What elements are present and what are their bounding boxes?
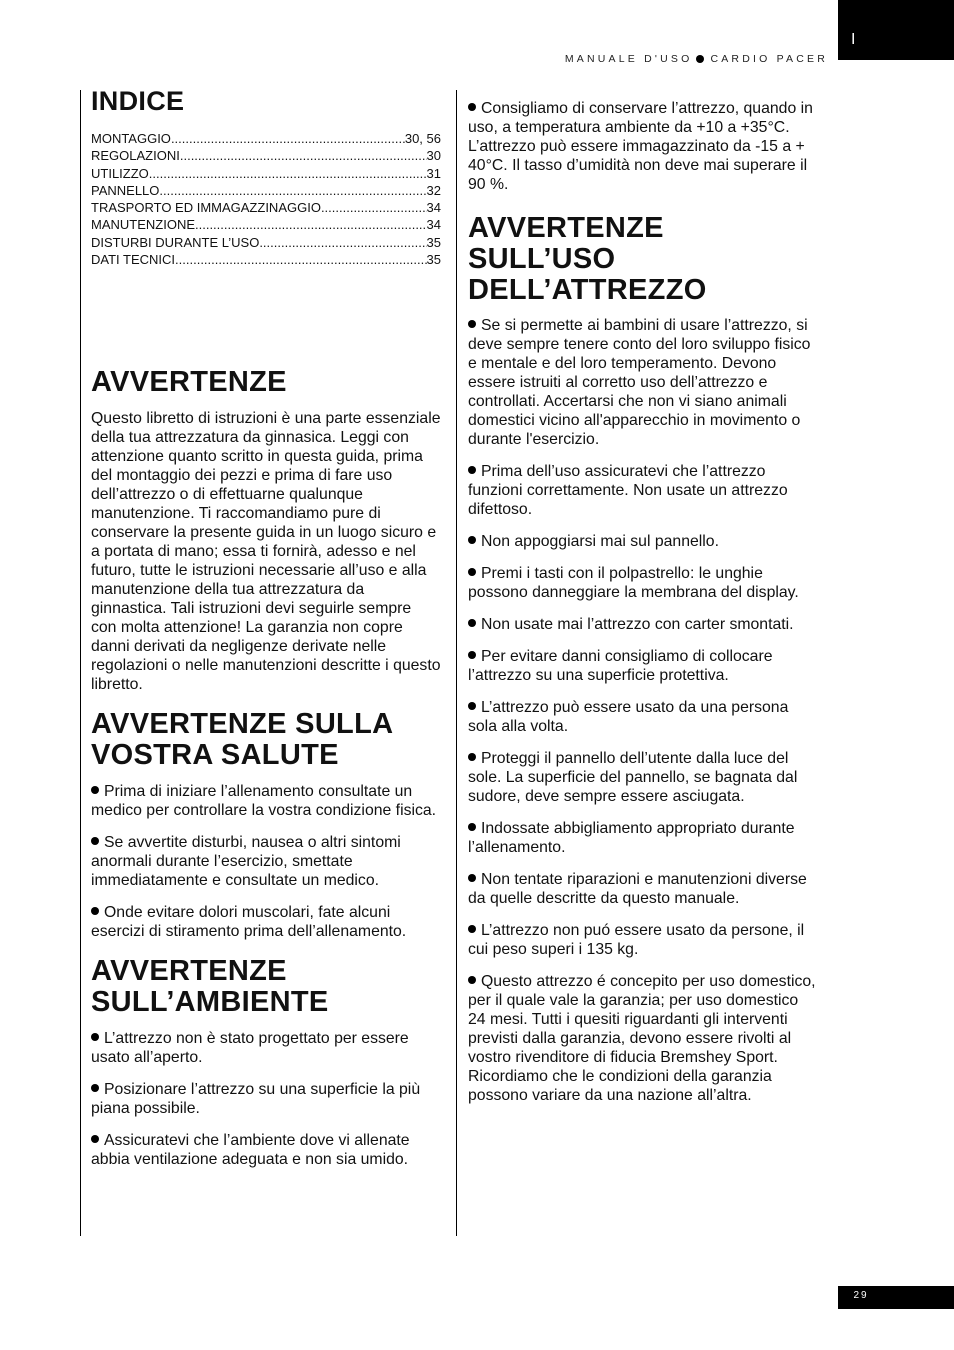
bullet-icon: [91, 786, 99, 794]
right-column-rule: [456, 90, 457, 1236]
bullet-icon: [468, 702, 476, 710]
manual-label: MANUALE D'USO: [564, 53, 693, 65]
bullet-icon: [468, 320, 476, 328]
ambiente-bullet: Posizionare l’attrezzo su una superficie la più piana possibile.: [91, 1081, 421, 1118]
avvertenze-text: Questo libretto di istruzioni è una parte essenziale della tua attrezzatura da ginnasica. Leggi con attenzione quanto scritto in questa guida, prima del montaggio dei pezzi e prima di fare uso dell’attrezzo o di effettuarne qualunque manutenzione. Ti raccomandiamo pure di conservare la presente guida in un luogo sicuro e a portata di mano; essa ti fornirà, adesso e nel futuro, tutte le istruzioni necessarie all’uso e alla manutenzione della tua attrezzatura da ginnastica. Tali istruzioni devi seguirle sempre con molta attenzione! La garanzia non copre danni derivati da negligenze derivate nelle regolazioni o nelle manutenzioni descritte i questo libretto.: [91, 410, 441, 694]
page-number: 29: [853, 1290, 869, 1301]
language-tab: [838, 0, 954, 60]
bullet-icon: [468, 651, 476, 659]
left-column-rule: [80, 90, 81, 1236]
uso-bullet: L’attrezzo non puó essere usato da persone, il cui peso superi i 135 kg.: [468, 922, 805, 958]
uso-title: AVVERTENZE SULL’USO DELL’ATTREZZO: [468, 212, 707, 306]
right-column: [468, 99, 820, 1105]
left-column: [91, 86, 441, 1169]
bullet-icon: [468, 976, 476, 984]
bullet-icon: [91, 837, 99, 845]
toc-entry[interactable]: REGOLAZIONI ..... 30: [91, 147, 441, 164]
toc-entry[interactable]: UTILIZZO ..... 31: [91, 165, 441, 182]
uso-bullet: Non usate mai l’attrezzo con carter smontati.: [468, 615, 820, 634]
bullet-icon: [91, 1084, 99, 1092]
bullet-icon: [91, 907, 99, 915]
ambiente-bullet: Assicuratevi che l’ambiente dove vi allenate abbia ventilazione adeguata e non sia umido.: [91, 1132, 410, 1169]
avvertenze-title: AVVERTENZE: [91, 366, 287, 399]
ambiente-bullet: L’attrezzo non è stato progettato per essere usato all’aperto.: [91, 1030, 409, 1067]
bullet-icon: [468, 925, 476, 933]
bullet-icon: [468, 536, 476, 544]
toc-entry[interactable]: MANUTENZIONE ..... 34: [91, 216, 441, 233]
uso-bullet: Per evitare danni consigliamo di collocare l’attrezzo su una superficie protettiva.: [468, 648, 773, 684]
uso-bullet: Indossate abbigliamento appropriato durante l’allenamento.: [468, 820, 795, 856]
salute-bullet: Onde evitare dolori muscolari, fate alcuni esercizi di stiramento prima dell’allenamento.: [91, 904, 407, 941]
indice-title: INDICE: [91, 86, 185, 116]
avvertenze-section: [91, 367, 441, 694]
bullet-icon: [468, 103, 476, 111]
salute-section: [91, 709, 441, 941]
uso-bullet: Questo attrezzo é concepito per uso domestico, per il quale vale la garanzia; per uso domestico 24 mesi. Tutti i quesiti riguardanti gli interventi previsti dalla garanzia, devono essere rivolti al vostro rivenditore di fiducia Bremshey Sport. Ricordiamo che le condizioni della garanzia possono variare da una nazione all’altra.: [468, 973, 816, 1104]
uso-bullet: Se si permette ai bambini di usare l’attrezzo, si deve sempre tenere conto del loro sviluppo fisico e mentale e del loro temperamento. Devono essere istruiti al corretto uso dell’attrezzo e controllati. Accertarsi che non vi siano animali domestici vicino all'apparecchio in movimento o durante l'esercizio.: [468, 317, 811, 448]
indice-section: [91, 86, 441, 268]
page-number-tab: [838, 1286, 954, 1309]
bullet-icon: [468, 874, 476, 882]
bullet-icon: [91, 1135, 99, 1143]
salute-bullet: Prima di iniziare l’allenamento consultate un medico per controllare la vostra condizione fisica.: [91, 783, 437, 820]
table-of-contents: [91, 130, 441, 268]
uso-bullet: Proteggi il pannello dell’utente dalla luce del sole. La superficie del pannello, se bagnata dal sudore, deve sempre essere asciugata.: [468, 750, 798, 805]
toc-entry[interactable]: DATI TECNICI ..... 35: [91, 251, 441, 268]
uso-bullet: Premi i tasti con il polpastrello: le unghie possono danneggiare la membrana del display.: [468, 565, 799, 601]
bullet-icon: [468, 823, 476, 831]
bullet-icon: [468, 753, 476, 761]
toc-entry[interactable]: MONTAGGIO ..... 30, 56: [91, 130, 441, 147]
ambiente-section: [91, 956, 441, 1169]
bullet-icon: [468, 466, 476, 474]
salute-title: AVVERTENZE SULLA VOSTRA SALUTE: [91, 708, 394, 772]
toc-entry[interactable]: TRASPORTO ED IMMAGAZZINAGGIO ..... 34: [91, 199, 441, 216]
toc-entry[interactable]: DISTURBI DURANTE L’USO ..... 35: [91, 234, 441, 251]
uso-section: [468, 213, 820, 1105]
running-header: [520, 53, 828, 65]
bullet-icon: [468, 619, 476, 627]
uso-bullet: Non appoggiarsi mai sul pannello.: [468, 532, 820, 551]
bullet-icon: [468, 568, 476, 576]
salute-bullet: Se avvertite disturbi, nausea o altri sintomi anormali durante l’esercizio, smettate immediatamente e consultate un medico.: [91, 834, 401, 890]
toc-entry[interactable]: PANNELLO ..... 32: [91, 182, 441, 199]
uso-bullet: Non tentate riparazioni e manutenzioni diverse da quelle descritte da questo manuale.: [468, 871, 807, 907]
language-tab-label: I: [851, 31, 856, 48]
uso-bullet: L’attrezzo può essere usato da una persona sola alla volta.: [468, 699, 789, 735]
product-label: CARDIO PACER: [710, 53, 828, 65]
ambiente-title: AVVERTENZE SULL’AMBIENTE: [91, 955, 329, 1019]
bullet-dot-icon: [696, 55, 704, 63]
bullet-icon: [91, 1033, 99, 1041]
ambiente-bullet-continued: Consigliamo di conservare l’attrezzo, quando in uso, a temperatura ambiente da +10 a +35°C. L’attrezzo può essere immagazzinato da -15 a + 40°C. Il tasso d’umidità non deve mai superare il 90 %.: [468, 100, 813, 193]
uso-bullet: Prima dell’uso assicuratevi che l’attrezzo funzioni correttamente. Non usate un attrezzo difettoso.: [468, 463, 788, 518]
